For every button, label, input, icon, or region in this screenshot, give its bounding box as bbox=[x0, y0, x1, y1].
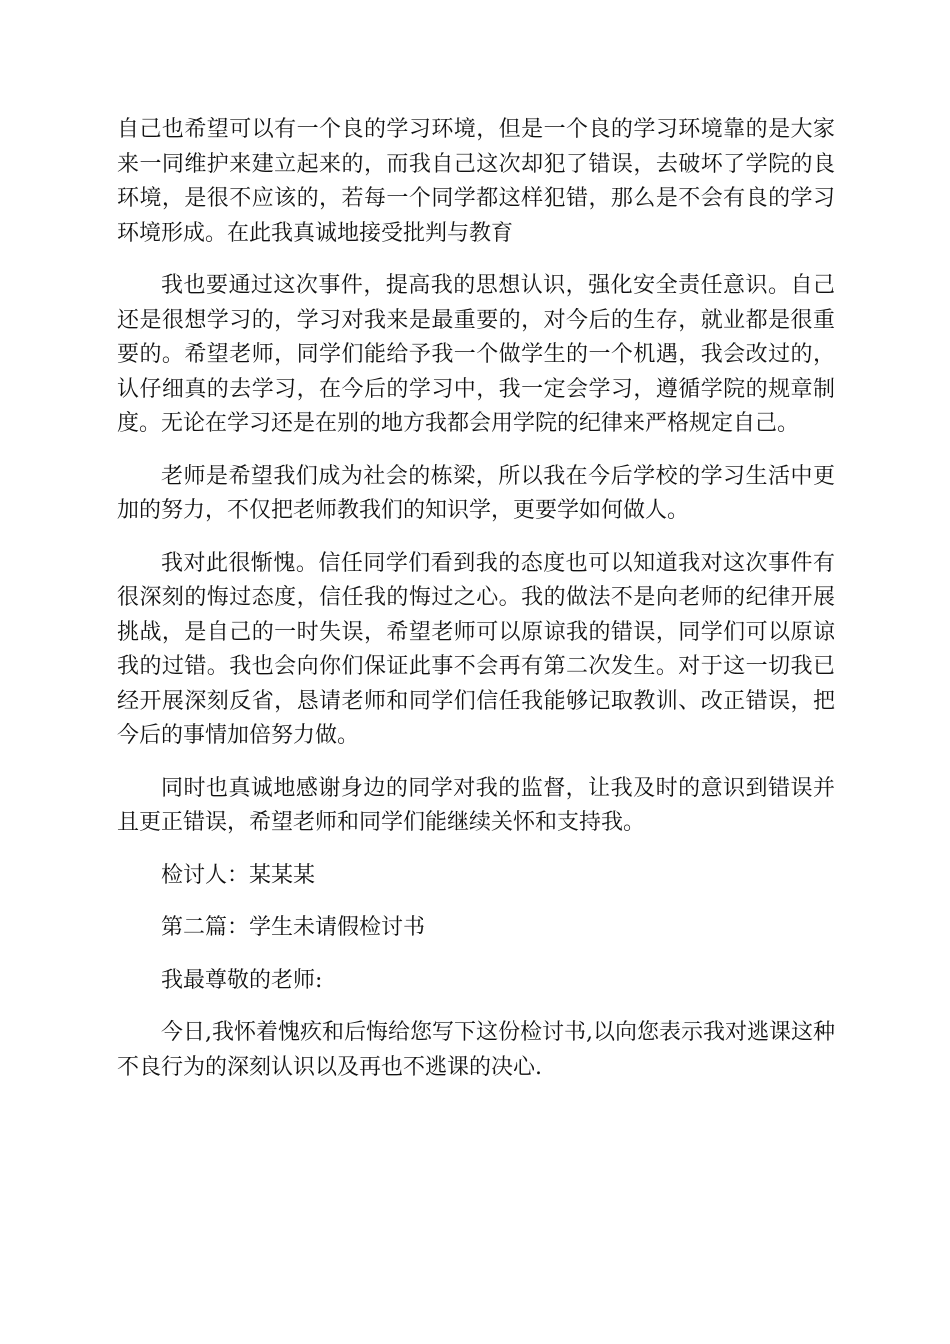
document-body bbox=[117, 113, 835, 1103]
paragraph-3: 老师是希望我们成为社会的栋梁，所以我在今后学校的学习生活中更加的努力，不仅把老师教我们的知识学，更要学如何做人。 bbox=[117, 463, 835, 523]
paragraph-9: 今日,我怀着愧疚和后悔给您写下这份检讨书,以向您表示我对逃课这种不良行为的深刻认识以及再也不逃课的决心. bbox=[117, 1020, 835, 1080]
paragraph-4: 我对此很惭愧。信任同学们看到我的态度也可以知道我对这次事件有很深刻的悔过态度，信任我的悔过之心。我的做法不是向老师的纪律开展挑战，是自己的一时失误，希望老师可以原谅我的错误，同学们可以原谅我的过错。我也会向你们保证此事不会再有第二次发生。对于这一切我已经开展深刻反省，恳请老师和同学们信任我能够记取教训、改正错误，把今后的事情加倍努力做。 bbox=[117, 550, 835, 748]
paragraph-5: 同时也真诚地感谢身边的同学对我的监督，让我及时的意识到错误并且更正错误，希望老师和同学们能继续关怀和支持我。 bbox=[117, 775, 835, 835]
paragraph-2: 我也要通过这次事件，提高我的思想认识，强化安全责任意识。自己还是很想学习的，学习对我来是最重要的，对今后的生存，就业都是很重要的。希望老师，同学们能给予我一个做学生的一个机遇，我会改过的，认仔细真的去学习，在今后的学习中，我一定会学习，遵循学院的规章制度。无论在学习还是在别的地方我都会用学院的纪律来严格规定自己。 bbox=[117, 273, 835, 436]
section-heading: 第二篇：学生未请假检讨书 bbox=[161, 915, 426, 940]
paragraph-1: 自己也希望可以有一个良的学习环境，但是一个良的学习环境靠的是大家来一同维护来建立起来的，而我自己这次却犯了错误，去破坏了学院的良环境，是很不应该的，若每一个同学都这样犯错，那么是不会有良的学习环境形成。在此我真诚地接受批判与教育 bbox=[117, 117, 835, 246]
salutation: 我最尊敬的老师: bbox=[161, 967, 323, 993]
signature-line: 检讨人：某某某 bbox=[161, 862, 316, 888]
